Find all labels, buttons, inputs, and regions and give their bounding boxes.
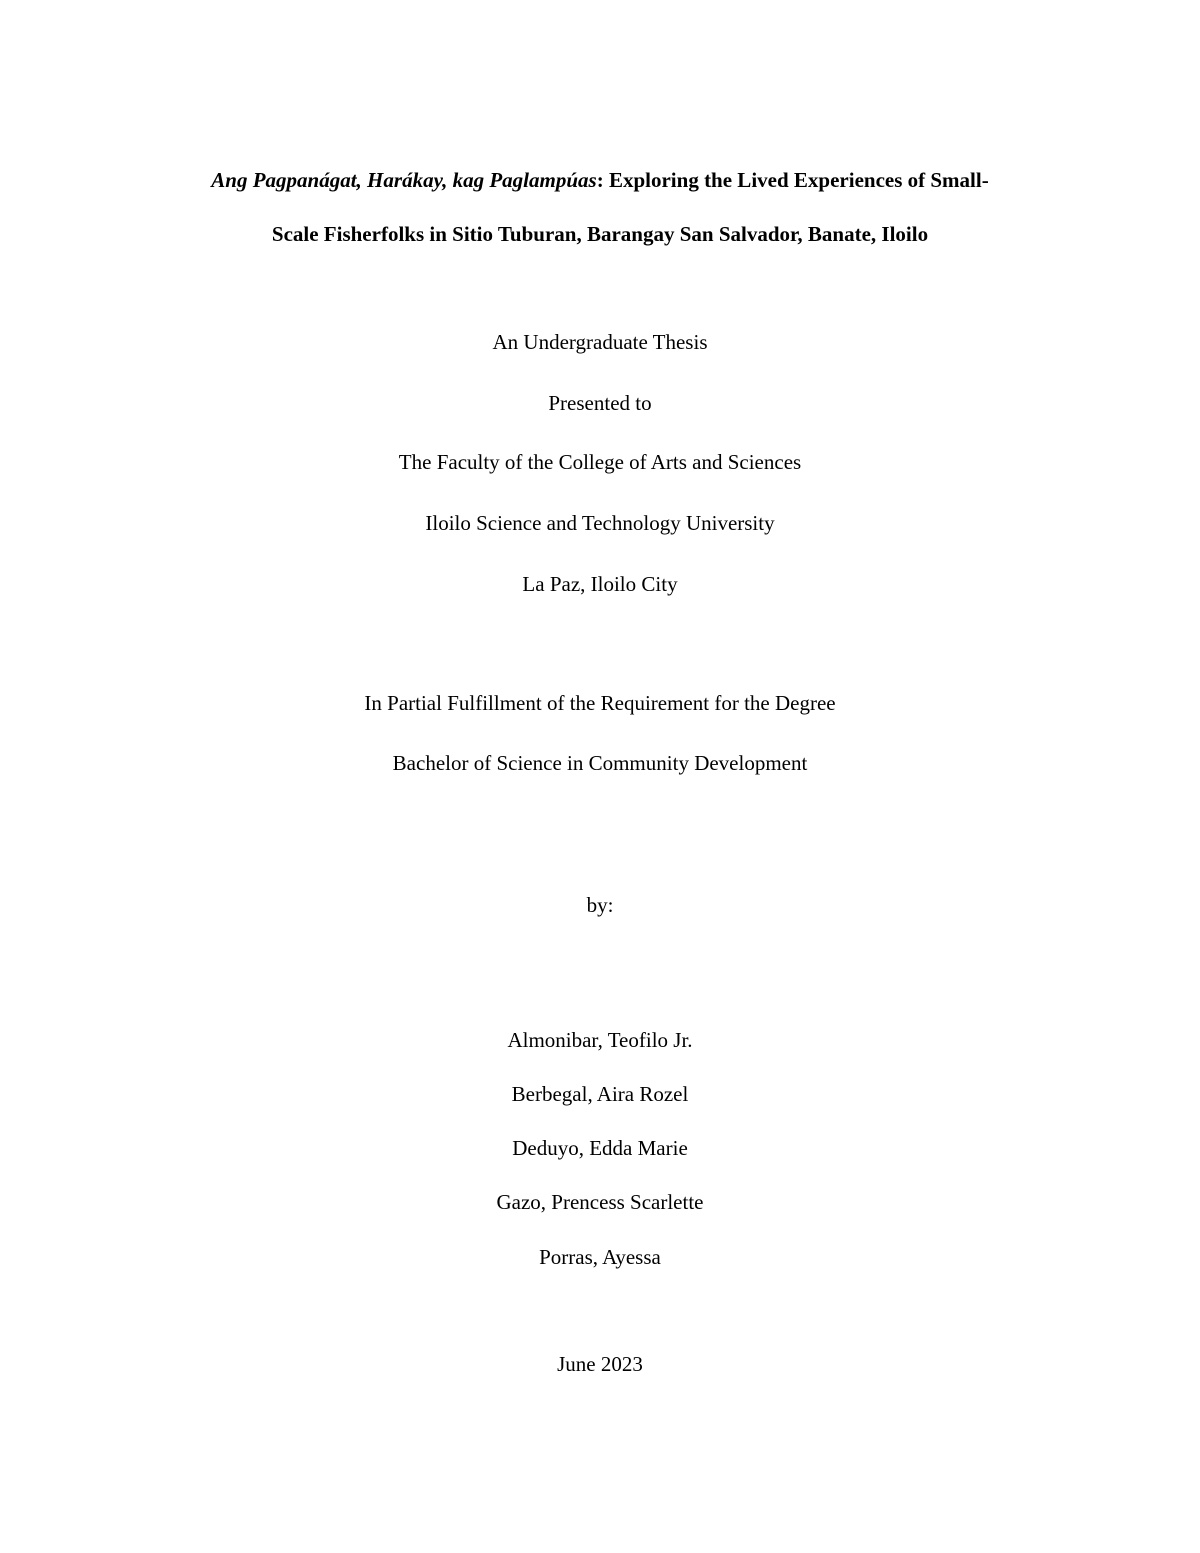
thesis-title-italic: Ang Pagpanágat, Harákay, kag Paglampúas (211, 168, 597, 192)
presented-to: Presented to (548, 391, 652, 415)
author-name: Deduyo, Edda Marie (512, 1136, 688, 1160)
university-location: La Paz, Iloilo City (522, 572, 678, 596)
thesis-type: An Undergraduate Thesis (492, 330, 708, 354)
by-label: by: (586, 893, 614, 917)
thesis-title-line-1 (0, 166, 1200, 194)
faculty-name: The Faculty of the College of Arts and Sciences (398, 450, 802, 474)
author-name: Porras, Ayessa (539, 1245, 661, 1269)
author-name: Almonibar, Teofilo Jr. (507, 1028, 693, 1052)
submission-date: June 2023 (557, 1352, 643, 1376)
author-name: Berbegal, Aira Rozel (511, 1082, 689, 1106)
author-name: Gazo, Prencess Scarlette (496, 1190, 704, 1214)
degree-name: Bachelor of Science in Community Development (392, 751, 808, 775)
thesis-title-rest: : Exploring the Lived Experiences of Small- (596, 168, 989, 192)
university-name: Iloilo Science and Technology University (425, 511, 775, 535)
fulfillment-statement: In Partial Fulfillment of the Requirement for the Degree (364, 691, 836, 715)
thesis-title-line-2: Scale Fisherfolks in Sitio Tuburan, Barangay San Salvador, Banate, Iloilo (271, 222, 929, 246)
